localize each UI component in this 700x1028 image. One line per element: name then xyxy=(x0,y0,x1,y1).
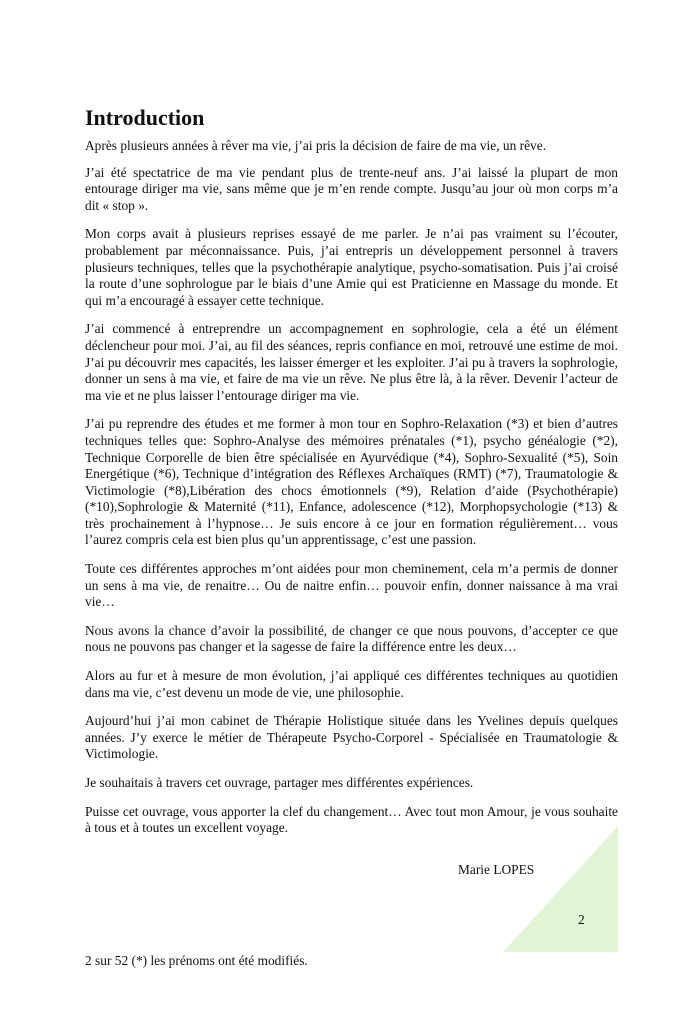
page-footer: 2 sur 52 (*) les prénoms ont été modifiés. xyxy=(85,953,308,968)
paragraph-7: Nous avons la chance d’avoir la possibilité, de changer ce que nous pouvons, d’accepter ce que nous ne pouvons pas changer et la sagesse de faire la différence entre les deux… xyxy=(85,622,618,655)
paragraph-3: Mon corps avait à plusieurs reprises essayé de me parler. Je n’ai pas vraiment su l’écouter, probablement par méconnaissance. Puis, j’ai entrepris un développement personnel à travers plusieurs techniques, telles que la psychothérapie analytique, psycho-somatisation. Puis j’ai croisé la route d’une sophrologue par le biais d’une Amie qui est Praticienne en Massage du monde. Et qui m’a encouragé à essayer cette technique. xyxy=(85,226,618,308)
paragraph-11: Puisse cet ouvrage, vous apporter la clef du changement… Avec tout mon Amour, je vous souhaite à tous et à toutes un excellent voyage. xyxy=(85,803,618,836)
paragraph-9: Aujourd’hui j’ai mon cabinet de Thérapie Holistique située dans les Yvelines depuis quelques années. J’y exerce le métier de Thérapeute Psycho-Corporel - Spécialisée en Traumatologie & Victimologie. xyxy=(85,713,618,762)
document-body xyxy=(85,104,618,849)
paragraph-6: Toute ces différentes approches m’ont aidées pour mon cheminement, cela m’a permis de donner un sens à ma vie, de renaitre… Ou de naitre enfin… pouvoir enfin, donner naissance à ma vrai vie… xyxy=(85,561,618,610)
paragraph-2: J’ai été spectatrice de ma vie pendant plus de trente-neuf ans. J’ai laissé la plupart de mon entourage diriger ma vie, sans même que je m’en rende compte. Jusqu’au jour où mon corps m’a dit « stop ». xyxy=(85,164,618,213)
paragraph-8: Alors au fur et à mesure de mon évolution, j’ai appliqué ces différentes techniques au quotidien dans ma vie, c’est devenu un mode de vie, une philosophie. xyxy=(85,668,618,700)
page-title: Introduction xyxy=(85,105,205,130)
page-number: 2 xyxy=(578,912,585,927)
paragraph-1: Après plusieurs années à rêver ma vie, j’ai pris la décision de faire de ma vie, un rêve. xyxy=(85,138,547,153)
paragraph-5: J’ai pu reprendre des études et me former à mon tour en Sophro-Relaxation (*3) et bien d’autres techniques telles que: Sophro-Analyse des mémoires prénatales (*1), psycho généalogie (*2), Technique Corporelle de bien être spécialisée en Ayurvédique (*4), Sophro-Sexualité (*5), Soin Energétique (*6), Technique d’intégration des Réflexes Archaïques (RMT) (*7), Traumatologie & Victimologie (*8),Libération des chocs émotionnels (*9), Relation d’aide (Psychothérapie) (*10),Sophrologie & Maternité (*11), Enfance, adolescence (*12), Morphopsychologie (*13) & très prochainement à l’hypnose… Je suis encore à ce jour en formation régulièrement… vous l’aurez compris cela est bien plus qu’un apprentissage, c’est une passion. xyxy=(85,416,618,548)
author-signature: Marie LOPES xyxy=(458,862,535,877)
paragraph-4: J’ai commencé à entreprendre un accompagnement en sophrologie, cela a été un élément déclencheur pour moi. J’ai, au fil des séances, repris confiance en moi, retrouvé une estime de moi. J’ai pu découvrir mes capacités, les laisser émerger et les exploiter. J’ai pu à travers la sophrologie, donner un sens à ma vie, et faire de ma vie un rêve. Ne plus être là, à la rêver. Devenir l’acteur de ma vie et ne plus laisser l’entourage diriger ma vie. xyxy=(85,321,618,403)
paragraph-10: Je souhaitais à travers cet ouvrage, partager mes différentes expériences. xyxy=(85,775,474,790)
